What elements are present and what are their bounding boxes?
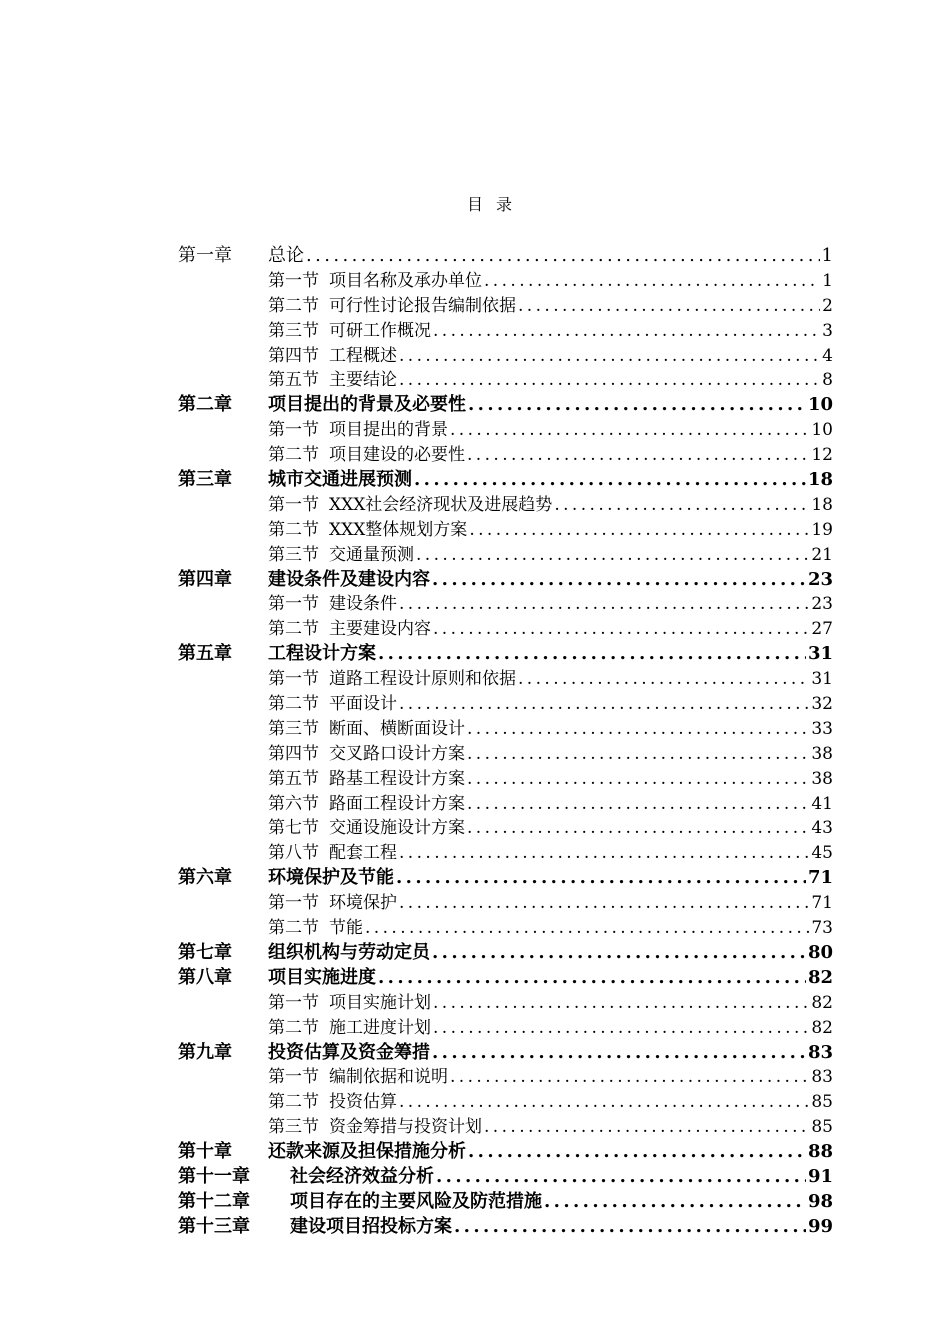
toc-dot-leader <box>436 1166 806 1187</box>
toc-entry-page: 38 <box>811 743 833 764</box>
toc-entry-page: 33 <box>811 718 833 739</box>
toc-entry-number: 第一节 <box>268 420 319 441</box>
toc-entry-page: 83 <box>811 1067 833 1088</box>
toc-dot-leader <box>454 1216 806 1237</box>
toc-entry-title: XXX社会经济现状及进展趋势 <box>329 494 553 515</box>
toc-entry-page: 21 <box>811 544 833 565</box>
toc-entry-number: 第一章 <box>178 245 232 266</box>
toc-dot-leader <box>433 993 809 1013</box>
toc-entry-number: 第八节 <box>268 843 319 864</box>
toc-section-entry[interactable] <box>178 540 833 565</box>
toc-dot-leader <box>467 719 809 739</box>
toc-entry-title: 节能 <box>329 918 363 938</box>
toc-dot-leader <box>396 867 806 888</box>
toc-dot-leader <box>399 594 809 614</box>
toc-dot-leader <box>432 942 806 963</box>
toc-entry-page: 85 <box>811 1092 833 1113</box>
toc-entry-page: 88 <box>807 1141 833 1162</box>
toc-entry-title: 投资估算及资金筹措 <box>268 1041 430 1063</box>
toc-entry-page: 82 <box>811 992 833 1013</box>
toc-entry-title: 交通量预测 <box>329 544 414 565</box>
toc-entry-number: 第十三章 <box>178 1215 250 1237</box>
toc-entry-number: 第十一章 <box>178 1165 250 1187</box>
toc-dot-leader <box>544 1191 806 1212</box>
toc-section-entry[interactable] <box>178 988 833 1013</box>
toc-chapter-entry[interactable] <box>178 938 833 963</box>
toc-dot-leader <box>416 545 809 565</box>
toc-entry-number: 第六节 <box>268 793 319 814</box>
toc-entry-number: 第六章 <box>178 867 232 889</box>
toc-entry-title: 环境保护 <box>329 893 397 914</box>
toc-entry-page: 27 <box>811 619 833 640</box>
toc-entry-page: 82 <box>811 1017 833 1038</box>
toc-chapter-entry[interactable] <box>178 241 833 266</box>
toc-entry-page: 1 <box>822 270 833 291</box>
toc-entry-number: 第五章 <box>178 643 232 665</box>
toc-entry-title: 工程概述 <box>329 345 397 366</box>
toc-chapter-entry[interactable] <box>178 1038 833 1063</box>
toc-section-entry[interactable] <box>178 440 833 465</box>
toc-entry-title: 路基工程设计方案 <box>329 768 465 789</box>
toc-entry-page: 1 <box>821 245 833 266</box>
toc-entry-page: 82 <box>807 966 833 988</box>
toc-entry-number: 第七章 <box>178 941 232 963</box>
toc-entry-number: 第二节 <box>268 1092 319 1113</box>
toc-section-entry[interactable] <box>178 789 833 814</box>
toc-entry-title: 施工进度计划 <box>329 1017 431 1038</box>
toc-entry-number: 第四节 <box>268 743 319 764</box>
toc-entry-page: 31 <box>811 669 833 690</box>
toc-chapter-entry[interactable] <box>178 963 833 988</box>
toc-entry-number: 第八章 <box>178 966 232 988</box>
toc-entry-title: 配套工程 <box>329 843 397 864</box>
toc-entry-number: 第十二章 <box>178 1190 250 1212</box>
toc-entry-page: 10 <box>811 420 833 441</box>
toc-entry-page: 43 <box>811 818 833 839</box>
toc-entry-number: 第二节 <box>268 1017 319 1038</box>
toc-dot-leader <box>433 619 809 639</box>
toc-entry-page: 23 <box>811 594 833 615</box>
toc-entry-title: 主要结论 <box>329 370 397 391</box>
toc-dot-leader <box>433 1018 809 1038</box>
toc-entry-page: 32 <box>811 694 833 714</box>
toc-entry-title: 工程设计方案 <box>268 643 376 665</box>
toc-section-entry[interactable] <box>178 266 833 291</box>
toc-entry-number: 第四章 <box>178 568 232 590</box>
toc-section-entry[interactable] <box>178 813 833 838</box>
toc-entry-number: 第二节 <box>268 519 319 540</box>
toc-entry-number: 第五节 <box>268 370 319 391</box>
toc-entry-page: 12 <box>811 445 833 466</box>
toc-chapter-entry[interactable] <box>178 639 833 664</box>
toc-entry-title: 断面、横断面设计 <box>329 718 465 739</box>
toc-dot-leader <box>554 495 809 515</box>
toc-dot-leader <box>467 794 809 814</box>
toc-entry-title: 城市交通进展预测 <box>268 469 412 490</box>
toc-section-entry[interactable] <box>178 1013 833 1038</box>
toc-dot-leader <box>467 818 809 838</box>
toc-section-entry[interactable] <box>178 341 833 366</box>
toc-entry-number: 第二节 <box>268 619 319 640</box>
toc-dot-leader <box>469 520 809 540</box>
toc-entry-title: 项目提出的背景 <box>329 420 448 441</box>
toc-entry-title: 编制依据和说明 <box>329 1067 448 1088</box>
toc-entry-title: 主要建设内容 <box>329 619 431 640</box>
toc-dot-leader <box>306 245 820 266</box>
toc-entry-page: 80 <box>807 941 833 963</box>
toc-dot-leader <box>378 967 806 988</box>
toc-entry-page: 98 <box>807 1190 833 1212</box>
toc-entry-number: 第一节 <box>268 270 319 291</box>
toc-entry-number: 第二节 <box>268 918 319 938</box>
toc-section-entry[interactable] <box>178 1087 833 1112</box>
toc-entry-number: 第一节 <box>268 1067 319 1088</box>
toc-chapter-entry[interactable] <box>178 1162 833 1187</box>
toc-section-entry[interactable] <box>178 838 833 863</box>
toc-entry-number: 第十章 <box>178 1141 232 1162</box>
toc-chapter-entry[interactable] <box>178 465 833 490</box>
toc-entry-page: 3 <box>822 320 833 341</box>
toc-entry-page: 41 <box>811 793 833 814</box>
toc-dot-leader <box>432 569 806 590</box>
toc-section-entry[interactable] <box>178 490 833 515</box>
toc-entry-number: 第一节 <box>268 893 319 914</box>
toc-entry-number: 第一节 <box>268 669 319 690</box>
toc-entry-page: 85 <box>811 1117 833 1138</box>
toc-entry-number: 第四节 <box>268 345 319 366</box>
toc-entry-title: 建设条件及建设内容 <box>268 568 430 590</box>
toc-dot-leader <box>365 918 809 938</box>
toc-entry-number: 第二节 <box>268 445 319 466</box>
toc-entry-page: 18 <box>807 469 833 490</box>
toc-section-entry[interactable] <box>178 664 833 689</box>
toc-entry-title: 交通设施设计方案 <box>329 818 465 839</box>
toc-entry-page: 38 <box>811 768 833 789</box>
toc-entry-page: 19 <box>811 519 833 540</box>
table-of-contents <box>178 241 833 1237</box>
toc-entry-number: 第二章 <box>178 394 232 416</box>
toc-dot-leader <box>399 346 820 366</box>
toc-dot-leader <box>484 271 820 291</box>
toc-dot-leader <box>378 643 806 664</box>
toc-entry-title: 环境保护及节能 <box>268 867 394 889</box>
toc-dot-leader <box>468 1141 806 1162</box>
toc-section-entry[interactable] <box>178 689 833 714</box>
toc-entry-title: 社会经济效益分析 <box>290 1165 434 1187</box>
toc-entry-title: 项目存在的主要风险及防范措施 <box>290 1190 542 1212</box>
toc-entry-number: 第三节 <box>268 320 319 341</box>
toc-dot-leader <box>399 1092 809 1112</box>
toc-entry-number: 第五节 <box>268 768 319 789</box>
toc-entry-number: 第一节 <box>268 992 319 1013</box>
toc-entry-title: 项目提出的背景及必要性 <box>268 394 466 416</box>
toc-chapter-entry[interactable] <box>178 1137 833 1162</box>
toc-entry-page: 71 <box>807 867 833 889</box>
toc-entry-number: 第七节 <box>268 818 319 839</box>
toc-section-entry[interactable] <box>178 888 833 913</box>
toc-section-entry[interactable] <box>178 1112 833 1137</box>
toc-chapter-entry[interactable] <box>178 1212 833 1237</box>
toc-entry-title: 项目实施计划 <box>329 992 431 1013</box>
toc-entry-title: 可行性讨论报告编制依据 <box>329 295 516 316</box>
toc-entry-page: 4 <box>822 345 833 366</box>
toc-entry-page: 23 <box>807 568 833 590</box>
toc-entry-page: 83 <box>807 1041 833 1063</box>
toc-entry-title: 资金筹措与投资计划 <box>329 1117 482 1138</box>
toc-dot-leader <box>399 370 820 390</box>
toc-dot-leader <box>518 296 820 316</box>
toc-entry-page: 71 <box>811 893 833 914</box>
toc-dot-leader <box>450 1067 809 1087</box>
toc-title: 目 录 <box>466 195 517 214</box>
toc-entry-title: 路面工程设计方案 <box>329 793 465 814</box>
toc-section-entry[interactable] <box>178 614 833 639</box>
toc-entry-page: 8 <box>822 370 833 391</box>
toc-dot-leader <box>467 445 809 465</box>
toc-entry-page: 31 <box>807 643 833 665</box>
toc-dot-leader <box>433 321 820 341</box>
toc-entry-number: 第一节 <box>268 494 319 515</box>
toc-entry-title: 项目实施进度 <box>268 966 376 988</box>
toc-dot-leader <box>467 744 809 764</box>
toc-section-entry[interactable] <box>178 764 833 789</box>
toc-section-entry[interactable] <box>178 589 833 614</box>
toc-entry-title: 组织机构与劳动定员 <box>268 941 430 963</box>
toc-entry-page: 10 <box>807 394 833 416</box>
toc-entry-number: 第一节 <box>268 594 319 615</box>
toc-section-entry[interactable] <box>178 415 833 440</box>
toc-dot-leader <box>399 694 809 714</box>
toc-dot-leader <box>468 394 806 415</box>
toc-dot-leader <box>399 893 809 913</box>
toc-entry-page: 99 <box>807 1215 833 1237</box>
toc-entry-number: 第九章 <box>178 1041 232 1063</box>
toc-section-entry[interactable] <box>178 913 833 938</box>
toc-section-entry[interactable] <box>178 515 833 540</box>
toc-entry-title: 交叉路口设计方案 <box>329 743 465 764</box>
toc-entry-title: 项目建设的必要性 <box>329 445 465 466</box>
toc-section-entry[interactable] <box>178 1062 833 1087</box>
toc-entry-title: XXX整体规划方案 <box>329 519 468 540</box>
toc-section-entry[interactable] <box>178 291 833 316</box>
toc-entry-page: 2 <box>822 295 833 316</box>
toc-section-entry[interactable] <box>178 316 833 341</box>
toc-entry-title: 可研工作概况 <box>329 320 431 341</box>
toc-entry-page: 45 <box>811 843 833 864</box>
toc-entry-number: 第三节 <box>268 718 319 739</box>
toc-dot-leader <box>414 469 806 490</box>
toc-entry-title: 建设条件 <box>329 594 397 615</box>
toc-entry-title: 还款来源及担保措施分析 <box>268 1141 466 1162</box>
toc-entry-title: 总论 <box>268 245 304 266</box>
toc-entry-page: 73 <box>811 918 833 938</box>
toc-dot-leader <box>450 420 809 440</box>
toc-entry-number: 第二节 <box>268 694 319 714</box>
toc-entry-title: 道路工程设计原则和依据 <box>329 669 516 690</box>
toc-entry-number: 第三节 <box>268 1117 319 1138</box>
toc-chapter-entry[interactable] <box>178 565 833 590</box>
toc-dot-leader <box>467 769 809 789</box>
toc-entry-title: 项目名称及承办单位 <box>329 270 482 291</box>
toc-section-entry[interactable] <box>178 739 833 764</box>
toc-dot-leader <box>518 669 809 689</box>
toc-entry-number: 第三章 <box>178 469 232 490</box>
toc-entry-number: 第二节 <box>268 295 319 316</box>
toc-chapter-entry[interactable] <box>178 390 833 415</box>
toc-dot-leader <box>484 1117 809 1137</box>
toc-entry-title: 平面设计 <box>329 694 397 714</box>
toc-entry-title: 投资估算 <box>329 1092 397 1113</box>
toc-entry-number: 第三节 <box>268 544 319 565</box>
toc-section-entry[interactable] <box>178 714 833 739</box>
toc-entry-title: 建设项目招投标方案 <box>290 1215 452 1237</box>
toc-chapter-entry[interactable] <box>178 1187 833 1212</box>
toc-dot-leader <box>432 1042 806 1063</box>
toc-section-entry[interactable] <box>178 365 833 390</box>
toc-entry-page: 91 <box>807 1165 833 1187</box>
toc-chapter-entry[interactable] <box>178 863 833 888</box>
toc-dot-leader <box>399 843 809 863</box>
toc-entry-page: 18 <box>811 494 833 515</box>
